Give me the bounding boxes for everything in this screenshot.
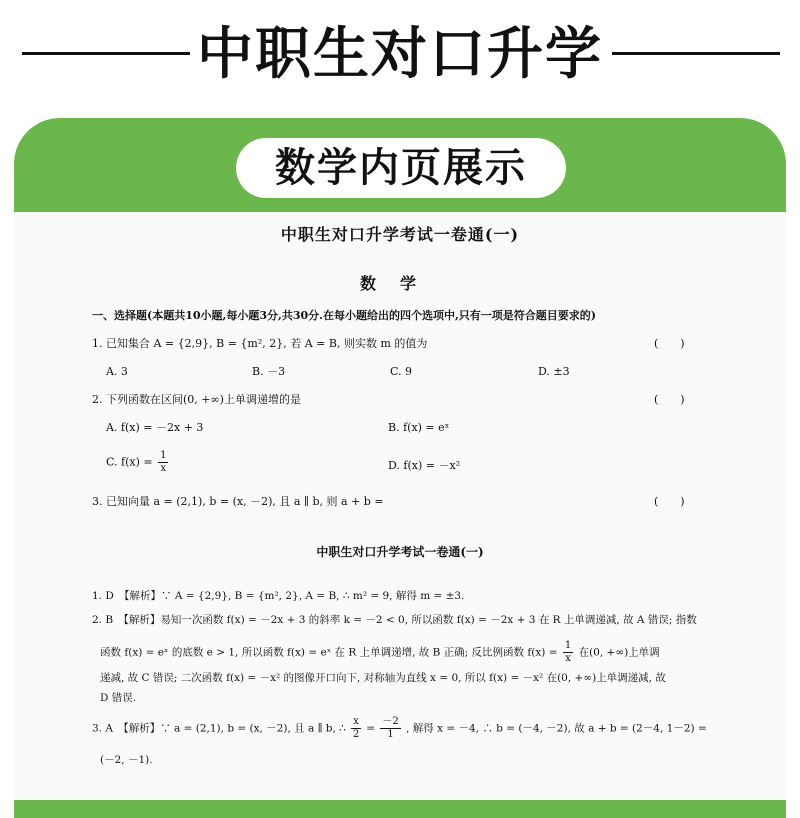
answer-key-title: 中职生对口升学考试一卷通(一) xyxy=(316,545,484,559)
answer-2-line-2-tail: 在(0, +∞)上单调 xyxy=(578,646,660,659)
question-2-option-c xyxy=(106,450,170,475)
fraction xyxy=(563,640,573,665)
fraction-numerator: x xyxy=(353,716,359,727)
fraction-denominator: x xyxy=(160,463,167,474)
answer-2-line-4: D 错误. xyxy=(100,692,137,704)
fraction-denominator: 1 xyxy=(387,729,394,740)
question-1-answer-blank: ( ) xyxy=(654,337,685,350)
fraction-numerator: 1 xyxy=(160,450,167,461)
answer-2-line-2 xyxy=(100,640,660,665)
question-2-option-d: D. f(x) = －x² xyxy=(388,459,461,472)
fraction-numerator: 1 xyxy=(564,640,572,651)
question-2-stem: 2. 下列函数在区间(0, +∞)上单调递增的是 xyxy=(92,393,301,406)
fraction xyxy=(380,716,400,741)
question-1-stem: 1. 已知集合 A = {2,9}, B = {m², 2}, 若 A = B, 则实数 m 的值为 xyxy=(92,337,428,350)
answer-1: 1. D 【解析】∵ A = {2,9}, B = {m², 2}, A = B, ∴ m² = 9, 解得 m = ±3. xyxy=(92,590,465,602)
question-2-option-c-label: C. f(x) = xyxy=(106,455,153,469)
question-1-option-b: B. －3 xyxy=(252,365,286,378)
question-1-option-a: A. 3 xyxy=(106,365,128,378)
answer-2-line-2-text: 函数 f(x) = eˣ 的底数 e > 1, 所以函数 f(x) = eˣ 在 R 上单调递增, 故 B 正确; 反比例函数 f(x) = xyxy=(100,646,558,659)
page-title: 中职生对口升学 xyxy=(197,22,603,87)
answer-3-text-b: , 解得 x = －4, ∴ b = (－4, －2), 故 a + b = (2－4, 1－2) = xyxy=(406,722,707,735)
fraction-denominator: 2 xyxy=(352,729,360,740)
answer-3-equals: = xyxy=(366,722,379,735)
question-1-option-d: D. ±3 xyxy=(538,365,570,378)
question-3-answer-blank: ( ) xyxy=(654,495,685,508)
answer-3-text-a: 3. A 【解析】∵ a = (2,1), b = (x, －2), 且 a ∥ b, ∴ xyxy=(92,722,346,735)
question-1-option-c: C. 9 xyxy=(390,365,413,378)
section-heading: 一、选择题(本题共10小题,每小题3分,共30分.在每小题给出的四个选项中,只有一项是符合题目要求的) xyxy=(92,309,596,322)
question-2-option-b: B. f(x) = eˣ xyxy=(388,421,450,434)
answer-3-line-1 xyxy=(92,716,707,741)
question-2-option-a: A. f(x) = －2x + 3 xyxy=(106,421,204,434)
question-3-stem: 3. 已知向量 a = (2,1), b = (x, －2), 且 a ∥ b, 则 a + b = xyxy=(92,495,384,508)
exam-subject: 数学 xyxy=(359,274,440,293)
answer-2-line-1: 2. B 【解析】易知一次函数 f(x) = －2x + 3 的斜率 k = －2 < 0, 所以函数 f(x) = －2x + 3 在 R 上单调递减, 故 A 错误; 指数 xyxy=(92,614,697,626)
fraction xyxy=(158,450,168,475)
answer-2-line-3: 递减, 故 C 错误; 二次函数 f(x) = －x² 的图像开口向下, 对称轴为直线 x = 0, 所以 f(x) = －x² 在(0, +∞)上单调递减, 故 xyxy=(100,672,666,684)
banner-label: 数学内页展示 xyxy=(236,138,566,198)
answer-3-line-2: (－2, －1). xyxy=(100,754,153,766)
exam-title: 中职生对口升学考试一卷通(一) xyxy=(280,225,520,244)
fraction xyxy=(351,716,361,741)
fraction-denominator: x xyxy=(565,653,571,664)
question-2-answer-blank: ( ) xyxy=(654,393,685,406)
exam-page xyxy=(14,212,786,800)
fraction-numerator: －2 xyxy=(382,716,399,727)
